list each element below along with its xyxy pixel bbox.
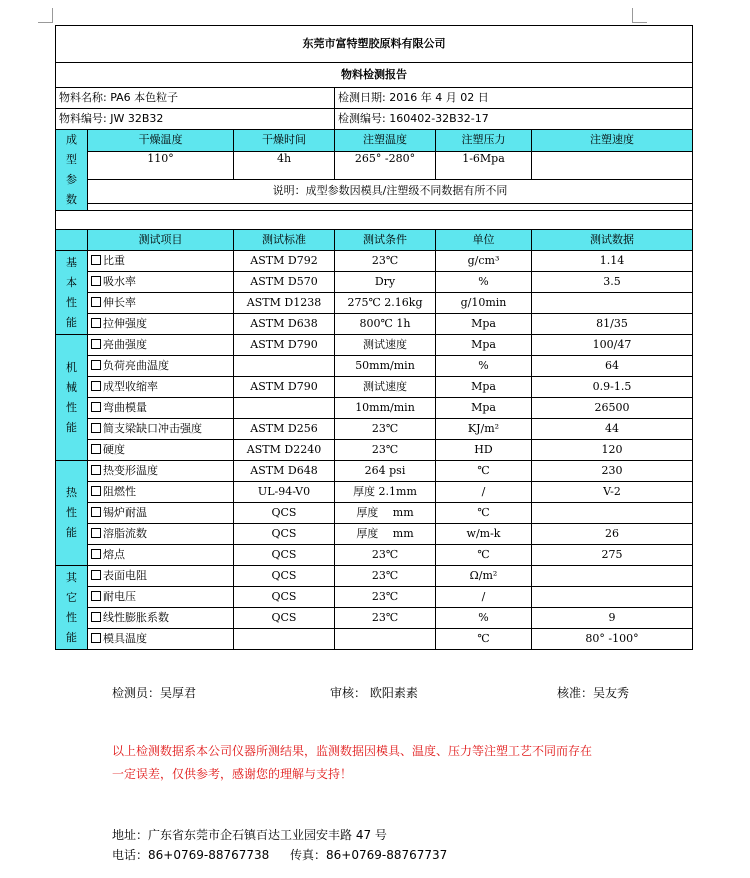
table-row xyxy=(56,377,693,398)
table-row xyxy=(56,608,693,629)
test-item-label: 伸长率 xyxy=(103,296,136,309)
test-unit: % xyxy=(436,608,532,629)
material-name-label: 物料名称: xyxy=(59,91,107,104)
material-code-value: JW 32B32 xyxy=(110,112,164,125)
checkbox-icon[interactable] xyxy=(91,318,101,328)
checkbox-icon[interactable] xyxy=(91,507,101,517)
group-label-1: 机 械 性 能 xyxy=(56,335,88,461)
reviewer-wrap xyxy=(330,684,418,701)
table-row xyxy=(56,314,693,335)
inspector: 检测员：吴厚君 xyxy=(112,686,197,700)
checkbox-icon[interactable] xyxy=(91,528,101,538)
test-unit: % xyxy=(436,272,532,293)
table-row xyxy=(56,482,693,503)
test-condition: 测试速度 xyxy=(335,335,436,356)
test-item xyxy=(88,314,234,335)
molding-header-inj-speed: 注塑速度 xyxy=(532,130,693,152)
table-row xyxy=(56,398,693,419)
test-item-label: 阻燃性 xyxy=(103,485,136,498)
test-condition: 800℃ 1h xyxy=(335,314,436,335)
test-condition: 23℃ xyxy=(335,608,436,629)
test-unit: / xyxy=(436,587,532,608)
test-date-label: 检测日期: xyxy=(338,91,386,104)
test-item xyxy=(88,398,234,419)
test-item-label: 简支梁缺口冲击强度 xyxy=(103,422,202,435)
test-unit: w/m-k xyxy=(436,524,532,545)
checkbox-icon[interactable] xyxy=(91,591,101,601)
test-item-label: 弯曲模量 xyxy=(103,401,147,414)
molding-header-dry-temp: 干燥温度 xyxy=(88,130,234,152)
checkbox-icon[interactable] xyxy=(91,549,101,559)
test-number-label: 检测编号: xyxy=(338,112,386,125)
test-date-value: 2016 年 4 月 02 日 xyxy=(389,91,489,104)
test-unit: g/cm³ xyxy=(436,251,532,272)
test-item-label: 热变形温度 xyxy=(103,464,158,477)
test-data: 64 xyxy=(532,356,693,377)
checkbox-icon[interactable] xyxy=(91,465,101,475)
test-data: V-2 xyxy=(532,482,693,503)
test-data: 9 xyxy=(532,608,693,629)
test-standard: QCS xyxy=(234,587,335,608)
test-item-label: 硬度 xyxy=(103,443,125,456)
test-header-condition: 测试条件 xyxy=(335,230,436,251)
checkbox-icon[interactable] xyxy=(91,276,101,286)
checkbox-icon[interactable] xyxy=(91,360,101,370)
test-item xyxy=(88,629,234,650)
test-item xyxy=(88,356,234,377)
test-data xyxy=(532,566,693,587)
checkbox-icon[interactable] xyxy=(91,297,101,307)
report-title: 物料检测报告 xyxy=(56,63,693,88)
test-data: 26500 xyxy=(532,398,693,419)
contact-fax: 传真：86+0769-88767737 xyxy=(290,848,448,862)
test-condition: 23℃ xyxy=(335,566,436,587)
table-row xyxy=(56,587,693,608)
disclaimer-line-1: 以上检测数据系本公司仪器所测结果，监测数据因模具、温度、压力等注塑工艺不同而存在 xyxy=(112,744,593,758)
report-table xyxy=(55,25,693,650)
test-standard: ASTM D2240 xyxy=(234,440,335,461)
checkbox-icon[interactable] xyxy=(91,423,101,433)
test-unit: % xyxy=(436,356,532,377)
test-item-label: 模具温度 xyxy=(103,632,147,645)
test-data xyxy=(532,587,693,608)
page-corner-mark-right xyxy=(632,8,647,23)
company-name: 东莞市富特塑胶原料有限公司 xyxy=(56,26,693,63)
test-unit: Mpa xyxy=(436,398,532,419)
test-item-label: 耐电压 xyxy=(103,590,136,603)
test-unit: ℃ xyxy=(436,503,532,524)
material-code-cell xyxy=(56,109,335,130)
test-unit: g/10min xyxy=(436,293,532,314)
signature-row xyxy=(112,684,196,701)
test-standard: ASTM D1238 xyxy=(234,293,335,314)
test-unit: KJ/m² xyxy=(436,419,532,440)
molding-value-dry-temp: 110° xyxy=(88,151,234,179)
test-date-cell xyxy=(335,88,693,109)
test-number-cell xyxy=(335,109,693,130)
test-condition: 23℃ xyxy=(335,251,436,272)
group-label-3: 其 它 性 能 xyxy=(56,566,88,650)
table-row xyxy=(56,440,693,461)
table-row xyxy=(56,419,693,440)
table-row xyxy=(56,566,693,587)
checkbox-icon[interactable] xyxy=(91,633,101,643)
table-row xyxy=(56,629,693,650)
test-condition: 23℃ xyxy=(335,545,436,566)
test-item-label: 亮曲强度 xyxy=(103,338,147,351)
test-condition: 厚度 2.1mm xyxy=(335,482,436,503)
group-label-2: 热 性 能 xyxy=(56,461,88,566)
test-condition: 264 psi xyxy=(335,461,436,482)
test-data: 230 xyxy=(532,461,693,482)
test-item xyxy=(88,503,234,524)
test-condition: 23℃ xyxy=(335,419,436,440)
test-standard: ASTM D648 xyxy=(234,461,335,482)
checkbox-icon[interactable] xyxy=(91,339,101,349)
test-data: 1.14 xyxy=(532,251,693,272)
molding-spacer xyxy=(88,203,693,210)
test-unit: HD xyxy=(436,440,532,461)
test-item-label: 表面电阻 xyxy=(103,569,147,582)
test-item xyxy=(88,251,234,272)
group-label-0: 基 本 性 能 xyxy=(56,251,88,335)
molding-side-label: 成 型 参 数 xyxy=(56,130,88,211)
test-data: 100/47 xyxy=(532,335,693,356)
test-unit: Mpa xyxy=(436,335,532,356)
molding-header-inj-temp: 注塑温度 xyxy=(335,130,436,152)
test-condition: 50mm/min xyxy=(335,356,436,377)
test-header-standard: 测试标准 xyxy=(234,230,335,251)
molding-value-dry-time: 4h xyxy=(234,151,335,179)
test-condition: 10mm/min xyxy=(335,398,436,419)
test-condition: Dry xyxy=(335,272,436,293)
test-standard: QCS xyxy=(234,503,335,524)
material-name-value: PA6 本色粒子 xyxy=(110,91,179,104)
blank-row xyxy=(56,211,693,230)
test-condition: 23℃ xyxy=(335,587,436,608)
checkbox-icon[interactable] xyxy=(91,612,101,622)
test-item xyxy=(88,545,234,566)
test-header-item: 测试项目 xyxy=(88,230,234,251)
test-item xyxy=(88,566,234,587)
test-standard xyxy=(234,398,335,419)
test-data: 120 xyxy=(532,440,693,461)
contact-address: 地址：广东省东莞市企石镇百达工业园安丰路 47 号 xyxy=(112,828,387,842)
page-corner-mark-left xyxy=(38,8,53,23)
checkbox-icon[interactable] xyxy=(91,570,101,580)
molding-header-inj-pressure: 注塑压力 xyxy=(436,130,532,152)
test-standard: ASTM D790 xyxy=(234,377,335,398)
test-standard: QCS xyxy=(234,524,335,545)
test-unit: ℃ xyxy=(436,629,532,650)
table-row xyxy=(56,461,693,482)
molding-note: 说明：成型参数因模具/注塑级不同数据有所不同 xyxy=(88,179,693,203)
test-unit: ℃ xyxy=(436,461,532,482)
approver-wrap xyxy=(557,684,629,701)
table-row xyxy=(56,335,693,356)
molding-value-inj-temp: 265° -280° xyxy=(335,151,436,179)
checkbox-icon[interactable] xyxy=(91,444,101,454)
test-item-label: 拉伸强度 xyxy=(103,317,147,330)
disclaimer-line-2: 一定误差，仅供参考，感谢您的理解与支持！ xyxy=(112,767,353,781)
checkbox-icon[interactable] xyxy=(91,486,101,496)
test-item xyxy=(88,461,234,482)
table-row xyxy=(56,356,693,377)
test-header-corner xyxy=(56,230,88,251)
reviewer: 审核： 欧阳素素 xyxy=(330,686,418,700)
material-name-cell xyxy=(56,88,335,109)
table-row xyxy=(56,293,693,314)
test-standard: QCS xyxy=(234,608,335,629)
test-item xyxy=(88,482,234,503)
contact-phone: 电话：86+0769-88767738 xyxy=(112,848,270,862)
test-header-data: 测试数据 xyxy=(532,230,693,251)
test-item xyxy=(88,272,234,293)
molding-value-inj-speed xyxy=(532,151,693,179)
approver: 核准：吴友秀 xyxy=(557,686,630,700)
molding-header-dry-time: 干燥时间 xyxy=(234,130,335,152)
test-item-label: 溶脂流数 xyxy=(103,527,147,540)
test-standard: ASTM D638 xyxy=(234,314,335,335)
test-standard: UL-94-V0 xyxy=(234,482,335,503)
test-item-label: 锡炉耐温 xyxy=(103,506,147,519)
test-standard: QCS xyxy=(234,566,335,587)
checkbox-icon[interactable] xyxy=(91,402,101,412)
table-row xyxy=(56,524,693,545)
test-item-label: 成型收缩率 xyxy=(103,380,158,393)
test-number-value: 160402-32B32-17 xyxy=(389,112,489,125)
test-item-label: 线性膨胀系数 xyxy=(103,611,169,624)
test-data xyxy=(532,503,693,524)
checkbox-icon[interactable] xyxy=(91,255,101,265)
test-item xyxy=(88,377,234,398)
test-data: 44 xyxy=(532,419,693,440)
test-standard: ASTM D570 xyxy=(234,272,335,293)
test-item-label: 比重 xyxy=(103,254,125,267)
test-item xyxy=(88,587,234,608)
test-unit: Ω/m² xyxy=(436,566,532,587)
test-data: 80° -100° xyxy=(532,629,693,650)
test-item xyxy=(88,335,234,356)
test-condition: 厚度 mm xyxy=(335,524,436,545)
test-item xyxy=(88,419,234,440)
test-item xyxy=(88,524,234,545)
test-standard xyxy=(234,629,335,650)
checkbox-icon[interactable] xyxy=(91,381,101,391)
table-row xyxy=(56,545,693,566)
test-unit: / xyxy=(436,482,532,503)
test-data: 26 xyxy=(532,524,693,545)
table-row xyxy=(56,251,693,272)
test-condition: 275℃ 2.16kg xyxy=(335,293,436,314)
test-unit: Mpa xyxy=(436,377,532,398)
test-data: 0.9-1.5 xyxy=(532,377,693,398)
molding-value-inj-pressure: 1-6Mpa xyxy=(436,151,532,179)
test-condition: 厚度 mm xyxy=(335,503,436,524)
test-data: 81/35 xyxy=(532,314,693,335)
test-data xyxy=(532,293,693,314)
test-item xyxy=(88,293,234,314)
test-item-label: 吸水率 xyxy=(103,275,136,288)
test-item xyxy=(88,608,234,629)
test-header-unit: 单位 xyxy=(436,230,532,251)
test-item-label: 熔点 xyxy=(103,548,125,561)
test-condition: 测试速度 xyxy=(335,377,436,398)
test-item xyxy=(88,440,234,461)
test-standard xyxy=(234,356,335,377)
test-data: 3.5 xyxy=(532,272,693,293)
test-item-label: 负荷亮曲温度 xyxy=(103,359,169,372)
table-row xyxy=(56,503,693,524)
test-standard: ASTM D790 xyxy=(234,335,335,356)
test-condition xyxy=(335,629,436,650)
test-standard: ASTM D256 xyxy=(234,419,335,440)
test-data: 275 xyxy=(532,545,693,566)
table-row xyxy=(56,272,693,293)
test-standard: QCS xyxy=(234,545,335,566)
test-standard: ASTM D792 xyxy=(234,251,335,272)
test-condition: 23℃ xyxy=(335,440,436,461)
material-code-label: 物料编号: xyxy=(59,112,107,125)
test-unit: ℃ xyxy=(436,545,532,566)
test-unit: Mpa xyxy=(436,314,532,335)
